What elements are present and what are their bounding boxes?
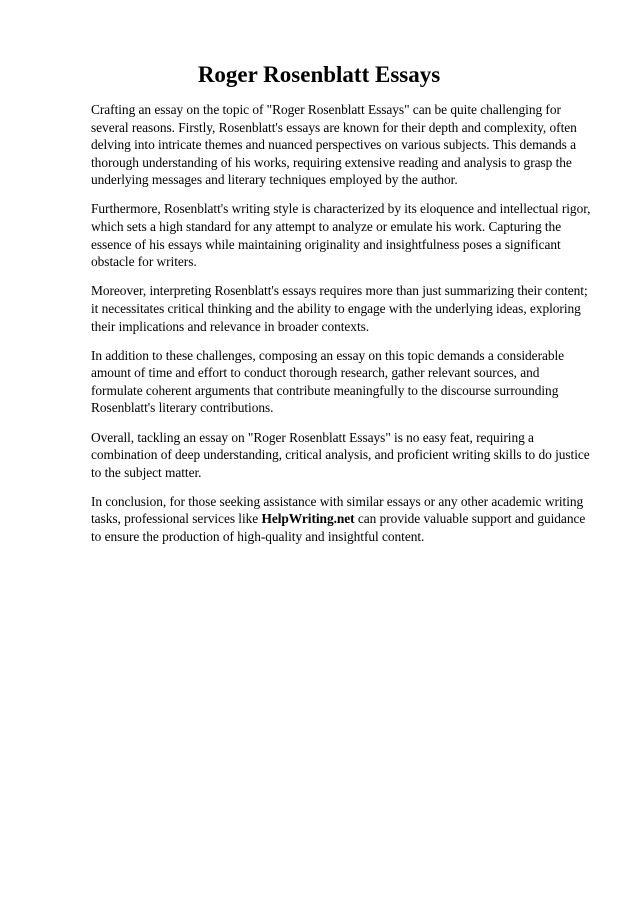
page-title: Roger Rosenblatt Essays bbox=[197, 62, 441, 87]
document-body bbox=[91, 101, 591, 557]
paragraph-5: Overall, tackling an essay on "Roger Rosenblatt Essays" is no easy feat, requiring a combination of deep understanding, critical analysis, and proficient writing skills to do justice to the subject matter. bbox=[91, 429, 590, 480]
paragraph-3: Moreover, interpreting Rosenblatt's essays requires more than just summarizing their content; it necessitates critical thinking and the ability to engage with the underlying ideas, exploring their implications and relevance in broader contexts. bbox=[91, 283, 588, 334]
helpwriting-brand-link[interactable]: HelpWriting.net bbox=[261, 511, 355, 527]
closing-text-after: can provide valuable support and guidance to ensure the production of high-quality and insightful content. bbox=[91, 511, 586, 544]
paragraph-4: In addition to these challenges, composing an essay on this topic demands a considerable amount of time and effort to conduct thorough research, gather relevant sources, and formulate coherent arguments that contribute meaningfully to the discourse surrounding Rosenblatt's literary contributions. bbox=[91, 347, 565, 416]
closing-text-before: In conclusion, for those seeking assistance with similar essays or any other academic writing tasks, professional services like bbox=[91, 493, 584, 527]
paragraph-2: Furthermore, Rosenblatt's writing style is characterized by its eloquence and intellectual rigor, which sets a high standard for any attempt to analyze or emulate his work. Capturing the essence of his essays while maintaining originality and insightfulness poses a significant obstacle for writers. bbox=[91, 201, 591, 270]
paragraph-1: Crafting an essay on the topic of "Roger Rosenblatt Essays" can be quite challenging for several reasons. Firstly, Rosenblatt's essays are known for their depth and complexity, often delving into intricate themes and nuanced perspectives on various subjects. This demands a thorough understanding of his works, requiring extensive reading and analysis to grasp the underlying messages and literary techniques employed by the author. bbox=[91, 102, 577, 188]
paragraph-closing bbox=[91, 493, 591, 546]
